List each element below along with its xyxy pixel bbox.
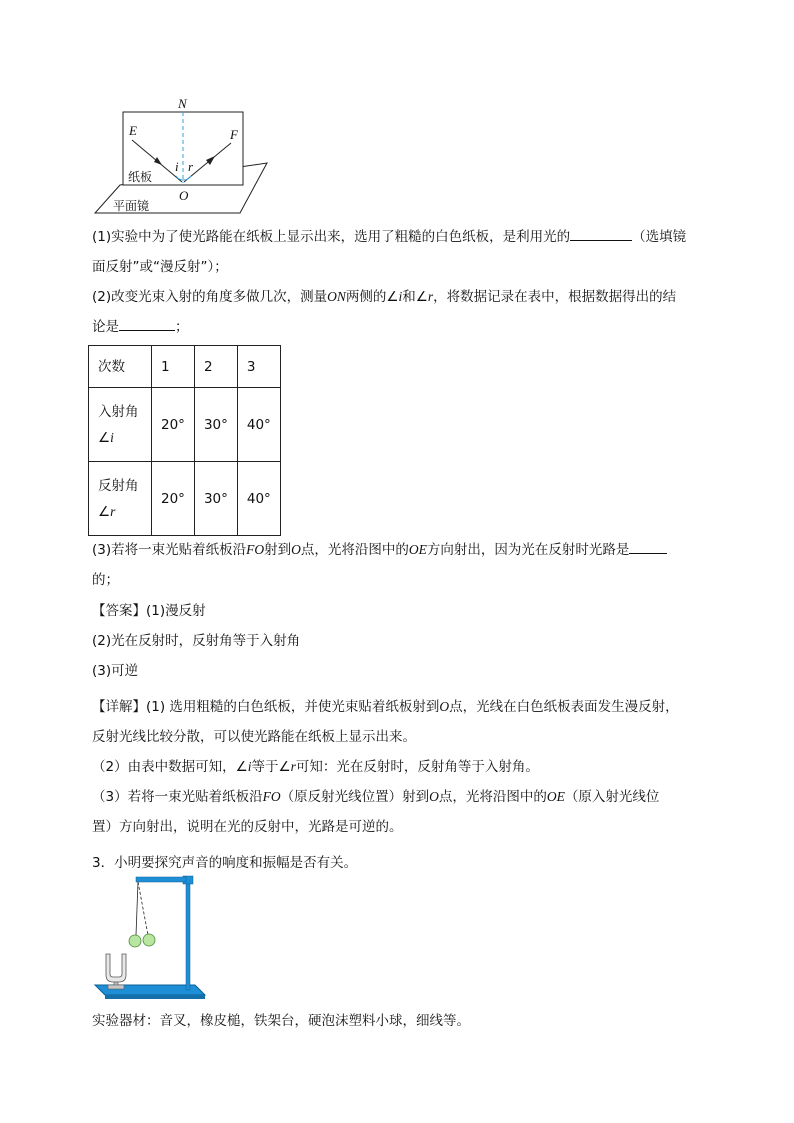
detail-text: (1) 选用粗糙的白色纸板，并使光束贴着纸板射到 (146, 699, 440, 715)
q3-text: (3)若将一束光贴着纸板沿 (92, 542, 247, 558)
q3-var-O: O (291, 542, 301, 557)
foam-ball (129, 935, 141, 947)
detail-text: 点，光将沿图中的 (438, 789, 547, 805)
stand-pole (186, 878, 190, 990)
detail-var: O (439, 699, 450, 714)
answer-3: (3)可逆 (92, 663, 139, 679)
detail-text: 反射光线比较分散，可以使光路能在纸板上显示出来。 (92, 729, 416, 745)
board-label: 纸板 (128, 170, 153, 184)
thread-swing (138, 882, 148, 935)
mirror-label: 平面镜 (113, 199, 150, 213)
detail-var: i (247, 759, 252, 774)
q2-var-r: r (427, 289, 434, 304)
q3-var-FO: FO (246, 542, 265, 557)
detail-text: （3）若将一束光贴着纸板沿 (92, 789, 263, 805)
label-r: r (188, 159, 194, 174)
thread-vertical (136, 882, 138, 935)
detail-text: 置）方向射出，说明在光的反射中，光路是可逆的。 (92, 819, 403, 835)
q1-line2: 面反射”或“漫反射”）； (92, 259, 228, 275)
table-cell: 30° (194, 388, 237, 462)
q2-var-ON: ON (327, 289, 346, 304)
q3-text-4: 方向射出，因为光在反射时光路是 (426, 542, 630, 558)
q1-hint: （选填镜 (632, 229, 687, 245)
q1-text: (1)实验中为了使光路能在纸板上显示出来，选用了粗糙的白色纸板，是利用光的 (92, 229, 571, 245)
q3-line2: 的； (92, 572, 119, 588)
q2-text-3: 和∠ (402, 289, 428, 305)
question-title: 3．小明要探究声音的响度和振幅是否有关。 (92, 855, 358, 871)
label-N: N (178, 96, 187, 111)
detail-text: 点，光线在白色纸板表面发生漫反射， (449, 699, 679, 715)
q2-text-2: 两侧的∠ (345, 289, 399, 305)
answer-tag: 【答案】 (92, 603, 146, 619)
angle-var: i (110, 429, 114, 445)
materials-line (92, 1006, 704, 1036)
answer-1: (1)漫反射 (146, 603, 206, 619)
q2-line2-end: ； (175, 319, 189, 335)
q2-text-4: ，将数据记录在表中，根据数据得出的结 (433, 289, 677, 305)
q2-var-i: i (398, 289, 403, 304)
table-cell: 20° (152, 388, 195, 462)
angle-var: r (110, 503, 116, 519)
label-O: O (179, 188, 189, 203)
row-label: 入射角 (98, 403, 139, 420)
q3-var-OE: OE (408, 542, 427, 557)
label-i: i (175, 159, 179, 174)
q3-text-2: 射到 (264, 542, 292, 558)
detail-var: O (429, 789, 439, 804)
angle-symbol: ∠ (98, 429, 111, 446)
row-label: 反射角 (98, 477, 139, 494)
answer-2: (2)光在反射时，反射角等于入射角 (92, 633, 301, 649)
detail-text: （原反射光线位置）射到 (280, 789, 430, 805)
table-cell: 30° (194, 462, 237, 536)
detail-var: OE (546, 789, 565, 804)
detail-text: （2）由表中数据可知，∠ (92, 759, 248, 775)
tuning-fork (106, 954, 126, 982)
stand-arm (136, 877, 186, 882)
foam-ball-swung (143, 934, 155, 946)
angle-symbol: ∠ (98, 503, 111, 520)
table-header-cell: 2 (194, 346, 237, 388)
q3-text-3: 点，光将沿图中的 (300, 542, 409, 558)
detail-text: （原入射光线位 (564, 789, 660, 805)
materials-text: 实验器材：音叉，橡皮槌，铁架台，硬泡沫塑料小球，细线等。 (92, 1013, 470, 1029)
detail-text: 可知：光在反射时，反射角等于入射角。 (295, 759, 539, 775)
table-cell: 40° (237, 462, 280, 536)
q2-line2: 论是 (92, 319, 119, 335)
detail-text: 等于∠ (251, 759, 291, 775)
detail-tag: 【详解】 (92, 699, 146, 715)
table-cell: 40° (237, 388, 280, 462)
q2-text: (2)改变光束入射的角度多做几次，测量 (92, 289, 328, 305)
table-header-cell: 1 (152, 346, 195, 388)
label-E: E (129, 123, 137, 138)
table-header-cell: 3 (237, 346, 280, 388)
table-cell: 20° (152, 462, 195, 536)
tuning-fork-box (108, 985, 124, 989)
detail-var: r (290, 759, 296, 774)
label-F: F (230, 127, 238, 142)
table-header-cell: 次数 (89, 346, 152, 388)
detail-var: FO (262, 789, 281, 804)
stand-base-front (105, 995, 205, 999)
